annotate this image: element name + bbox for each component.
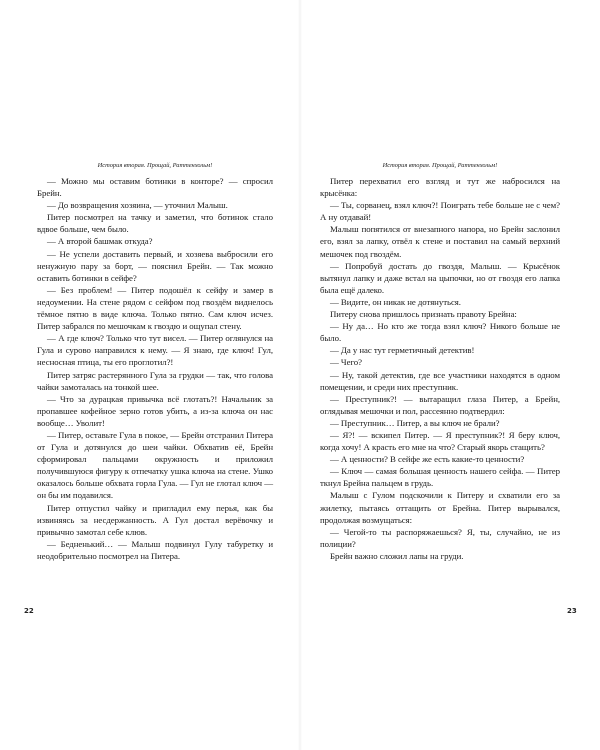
paragraph: — Ты, сорванец, взял ключ?! Поиграть тебе больше не с чем? А ну отдавай! bbox=[320, 200, 560, 223]
paragraph: — Ну да… Но кто же тогда взял ключ? Никого больше не было. bbox=[320, 321, 560, 344]
paragraph: — Видите, он никак не дотянуться. bbox=[330, 296, 461, 307]
paragraph: — Ключ — самая большая ценность нашего сейфа. — Питер ткнул Брейна пальцем в грудь. bbox=[320, 466, 560, 489]
page-gutter bbox=[298, 0, 302, 750]
right-running-header: История вторая. Прощай, Раттенхольм! bbox=[382, 162, 498, 169]
paragraph: Питер отпустил чайку и пригладил ему перья, как бы извиняясь за несдержанность. А Гул достал верёвочку и привычно замотал себе клюв. bbox=[37, 502, 273, 537]
paragraph: — Я?! — вскипел Питер. — Я преступник?! Я беру ключ, когда хочу! А красть его мне на что? Старый якорь стащить? bbox=[320, 429, 560, 453]
left-running-header: История вторая. Прощай, Раттенхольм! bbox=[97, 162, 213, 169]
paragraph: — Питер, оставьте Гула в покое, — Брейн отстранил Питера от Гула и дотянулся до шеи чайки. Обхватив её, Брейн сформировал пальцами окружность и приложил получившуюся фигуру к отпечатку ушка ключа на стене. Ушко оказалось больше обхвата горла Гула. — Гул не глотал ключ — он бы им подавился. bbox=[37, 429, 273, 501]
paragraph: — Что за дурацкая привычка всё глотать?! Начальник за пропавшее кофейное зерно готов убить, а из-за ключа он нас вообще… Уволит! bbox=[37, 393, 273, 428]
right-page-number: 23 bbox=[567, 607, 577, 615]
paragraph: — Попробуй достать до гвоздя, Малыш. — Крысёнок вытянул лапку и даже встал на цыпочки, но от гвоздя его лапка была ещё далеко. bbox=[320, 260, 560, 295]
paragraph: — А где ключ? Только что тут висел. — Питер оглянулся на Гула и сурово направился к нему. — Я знаю, где ключ! Гул, несносная птица, ты его проглотил?! bbox=[37, 333, 273, 368]
paragraph: Малыш с Гулом подскочили к Питеру и схватили его за жилетку, пытаясь оттащить от Брейна. Питер вырывался, продолжая возмущаться: bbox=[320, 490, 560, 525]
paragraph: Питер посмотрел на тачку и заметил, что ботинок стало вдвое больше, чем было. bbox=[37, 212, 273, 235]
paragraph: — Чегой-то ты распоряжаешься? Я, ты, случайно, не из полиции? bbox=[320, 526, 560, 549]
paragraph: — Чего? bbox=[330, 357, 362, 368]
paragraph: — Без проблем! — Питер подошёл к сейфу и замер в недоумении. На стене рядом с сейфом под гвоздём виднелось тёмное пятно в виде ключа. Только пятно. Сам ключ исчез. Питер забрался по мешочкам к гвоздю и ощупал стену. bbox=[37, 284, 273, 332]
paragraph: Питеру снова пришлось признать правоту Брейна: bbox=[330, 309, 517, 320]
paragraph: — До возвращения хозяина, — уточнил Малыш. bbox=[47, 200, 228, 211]
paragraph: — Да у нас тут герметичный детектив! bbox=[330, 345, 475, 356]
left-page-body bbox=[37, 175, 273, 562]
paragraph: Питер затряс растерянного Гула за грудки — так, что голова чайки замоталась на тонкой шее. bbox=[37, 369, 273, 392]
paragraph: — Ну, такой детектив, где все участники находятся в одном помещении, и среди них преступник. bbox=[320, 369, 560, 392]
paragraph: — А ценности? В сейфе же есть какие-то ценности? bbox=[330, 454, 525, 465]
paragraph: — Не успели доставить первый, и хозяева выбросили его ненужную пару за борт, — пояснил Брейн. — Так можно оставить ботинки в сейфе? bbox=[37, 248, 273, 283]
paragraph: Питер перехватил его взгляд и тут же набросился на крысёнка: bbox=[320, 176, 560, 199]
left-page-number: 22 bbox=[24, 607, 34, 615]
paragraph: — А второй башмак откуда? bbox=[47, 236, 153, 247]
right-page-body bbox=[320, 175, 560, 562]
paragraph: — Преступник?! — вытаращил глаза Питер, а Брейн, оглядывая мешочки и пол, рассеянно подтвердил: bbox=[320, 393, 560, 416]
paragraph: — Преступник… Питер, а вы ключ не брали? bbox=[330, 417, 500, 428]
paragraph: Брейн важно сложил лапы на груди. bbox=[330, 550, 464, 561]
paragraph: Малыш попятился от внезапного напора, но Брейн заслонил его, взял за лапку, отвёл к стене и поставил на самый верхний мешочек под гвоздём. bbox=[320, 224, 560, 259]
paragraph: — Бедненький… — Малыш подвинул Гулу табуретку и неодобрительно посмотрел на Питера. bbox=[37, 538, 273, 561]
left-page bbox=[37, 162, 273, 562]
right-page bbox=[320, 162, 560, 562]
paragraph: — Можно мы оставим ботинки в конторе? — спросил Брейн. bbox=[37, 176, 273, 199]
